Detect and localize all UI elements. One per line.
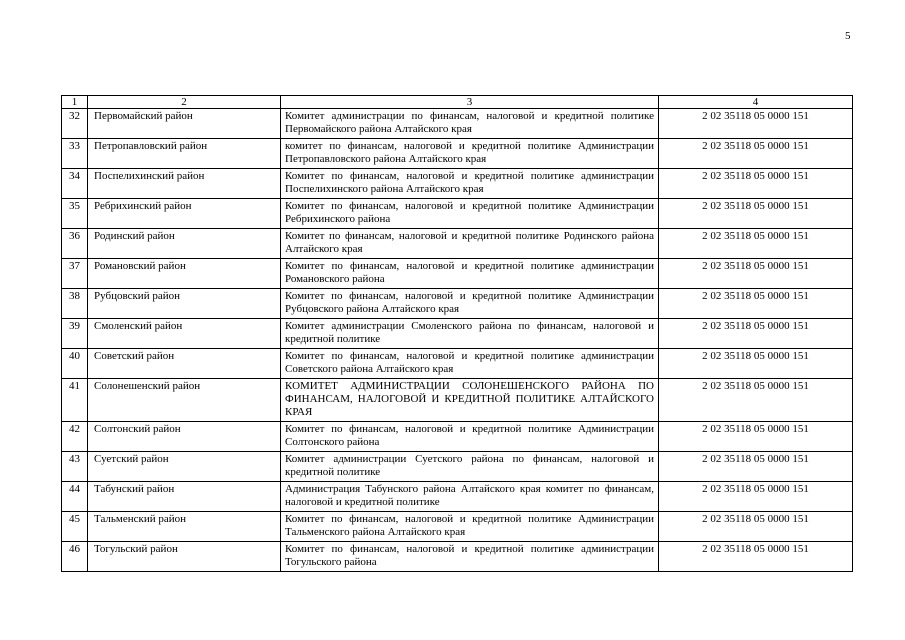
budget-code: 2 02 35118 05 0000 151: [659, 482, 853, 512]
row-number: 41: [62, 379, 88, 422]
district-name: Советский район: [88, 349, 281, 379]
table-row: [62, 422, 853, 452]
budget-code-table: [61, 95, 853, 572]
organization-name: Комитет по финансам, налоговой и кредитной политике администрации Поспелихинского района Алтайского края: [281, 169, 659, 199]
table-row: [62, 199, 853, 229]
budget-code: 2 02 35118 05 0000 151: [659, 542, 853, 572]
budget-code: 2 02 35118 05 0000 151: [659, 422, 853, 452]
row-number: 36: [62, 229, 88, 259]
district-name: Тогульский район: [88, 542, 281, 572]
budget-code: 2 02 35118 05 0000 151: [659, 379, 853, 422]
organization-name: Комитет по финансам, налоговой и кредитной политике Администрации Тальменского района Алтайского края: [281, 512, 659, 542]
header-col-4: 4: [659, 96, 853, 109]
organization-name: Комитет администрации Смоленского района по финансам, налоговой и кредитной политике: [281, 319, 659, 349]
organization-name: КОМИТЕТ АДМИНИСТРАЦИИ СОЛОНЕШЕНСКОГО РАЙОНА ПО ФИНАНСАМ, НАЛОГОВОЙ И КРЕДИТНОЙ ПОЛИТИКЕ АЛТАЙСКОГО КРАЯ: [281, 379, 659, 422]
budget-code: 2 02 35118 05 0000 151: [659, 199, 853, 229]
row-number: 37: [62, 259, 88, 289]
table-row: [62, 319, 853, 349]
header-col-3: 3: [281, 96, 659, 109]
organization-name: Комитет по финансам, налоговой и кредитной политике Администрации Рубцовского района Алтайского края: [281, 289, 659, 319]
row-number: 44: [62, 482, 88, 512]
table-row: [62, 512, 853, 542]
district-name: Первомайский район: [88, 109, 281, 139]
organization-name: Комитет по финансам, налоговой и кредитной политике администрации Романовского района: [281, 259, 659, 289]
organization-name: Комитет по финансам, налоговой и кредитной политике администрации Тогульского района: [281, 542, 659, 572]
budget-code: 2 02 35118 05 0000 151: [659, 289, 853, 319]
row-number: 34: [62, 169, 88, 199]
row-number: 38: [62, 289, 88, 319]
row-number: 35: [62, 199, 88, 229]
district-name: Поспелихинский район: [88, 169, 281, 199]
table-row: [62, 379, 853, 422]
row-number: 33: [62, 139, 88, 169]
organization-name: комитет по финансам, налоговой и кредитной политике Администрации Петропавловского района Алтайского края: [281, 139, 659, 169]
district-name: Табунский район: [88, 482, 281, 512]
organization-name: Комитет по финансам, налоговой и кредитной политике Администрации Ребрихинского района: [281, 199, 659, 229]
table-header-row: [62, 96, 853, 109]
table-row: [62, 229, 853, 259]
row-number: 42: [62, 422, 88, 452]
budget-code: 2 02 35118 05 0000 151: [659, 139, 853, 169]
table-row: [62, 542, 853, 572]
organization-name: Комитет администрации по финансам, налоговой и кредитной политике Первомайского района Алтайского края: [281, 109, 659, 139]
district-name: Тальменский район: [88, 512, 281, 542]
page-number: 5: [845, 30, 851, 42]
budget-code: 2 02 35118 05 0000 151: [659, 452, 853, 482]
organization-name: Комитет по финансам, налоговой и кредитной политике Администрации Солтонского района: [281, 422, 659, 452]
table-row: [62, 482, 853, 512]
district-name: Родинский район: [88, 229, 281, 259]
row-number: 43: [62, 452, 88, 482]
row-number: 32: [62, 109, 88, 139]
organization-name: Комитет по финансам, налоговой и кредитной политике администрации Советского района Алтайского края: [281, 349, 659, 379]
district-name: Романовский район: [88, 259, 281, 289]
table-row: [62, 289, 853, 319]
table-row: [62, 109, 853, 139]
district-name: Суетский район: [88, 452, 281, 482]
budget-code: 2 02 35118 05 0000 151: [659, 169, 853, 199]
district-name: Солтонский район: [88, 422, 281, 452]
row-number: 39: [62, 319, 88, 349]
budget-code: 2 02 35118 05 0000 151: [659, 512, 853, 542]
header-col-2: 2: [88, 96, 281, 109]
header-col-1: 1: [62, 96, 88, 109]
table-row: [62, 452, 853, 482]
table-row: [62, 349, 853, 379]
organization-name: Администрация Табунского района Алтайского края комитет по финансам, налоговой и кредитной политике: [281, 482, 659, 512]
budget-code: 2 02 35118 05 0000 151: [659, 319, 853, 349]
table-row: [62, 169, 853, 199]
district-name: Солонешенский район: [88, 379, 281, 422]
district-name: Ребрихинский район: [88, 199, 281, 229]
budget-code: 2 02 35118 05 0000 151: [659, 259, 853, 289]
district-name: Смоленский район: [88, 319, 281, 349]
row-number: 46: [62, 542, 88, 572]
row-number: 40: [62, 349, 88, 379]
budget-code: 2 02 35118 05 0000 151: [659, 229, 853, 259]
district-name: Петропавловский район: [88, 139, 281, 169]
budget-code: 2 02 35118 05 0000 151: [659, 109, 853, 139]
organization-name: Комитет по финансам, налоговой и кредитной политике Родинского района Алтайского края: [281, 229, 659, 259]
table-row: [62, 139, 853, 169]
organization-name: Комитет администрации Суетского района по финансам, налоговой и кредитной политике: [281, 452, 659, 482]
table-row: [62, 259, 853, 289]
district-name: Рубцовский район: [88, 289, 281, 319]
row-number: 45: [62, 512, 88, 542]
budget-code: 2 02 35118 05 0000 151: [659, 349, 853, 379]
